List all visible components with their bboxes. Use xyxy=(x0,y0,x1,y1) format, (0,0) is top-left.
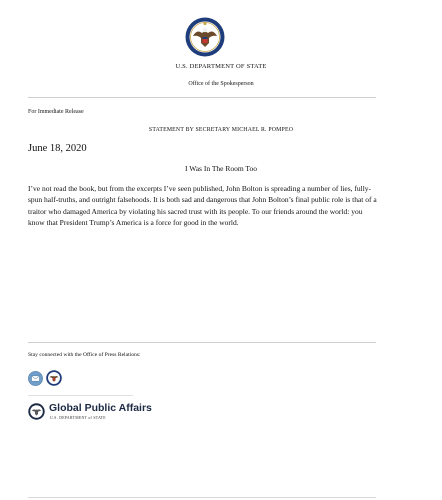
release-label: For Immediate Release xyxy=(28,109,84,115)
state-department-seal-icon xyxy=(185,17,225,57)
header-divider xyxy=(28,97,376,98)
statement-title: I Was In The Room Too xyxy=(185,164,257,173)
state-seal-icon[interactable] xyxy=(46,370,62,386)
statement-byline: STATEMENT BY SECRETARY MICHAEL R. POMPEO xyxy=(148,127,294,133)
bottom-divider xyxy=(28,497,376,498)
gpa-divider xyxy=(28,395,133,396)
statement-body: I’ve not read the book, but from the excerpts I’ve seen published, John Bolton is spreading a number of lies, fully-spun half-truths, and outright falsehoods. It is both sad and dangerous that John Bolton’s final public role is that of a traitor who damaged America by violating his sacred trust with its people. To our friends around the world: you know that President Trump’s America is a force for good in the world. xyxy=(28,184,377,228)
office-name: Office of the Spokesperson xyxy=(188,81,254,87)
gpa-subtitle: U.S. DEPARTMENT of STATE xyxy=(50,416,106,420)
gpa-title: Global Public Affairs xyxy=(49,402,152,414)
release-date: June 18, 2020 xyxy=(28,143,87,154)
footer-divider xyxy=(28,342,376,343)
department-name: U.S. DEPARTMENT OF STATE xyxy=(175,63,267,70)
gpa-seal-icon xyxy=(28,403,45,420)
email-icon[interactable] xyxy=(28,371,43,386)
stay-connected-text: Stay connected with the Office of Press Relations: xyxy=(28,352,141,358)
